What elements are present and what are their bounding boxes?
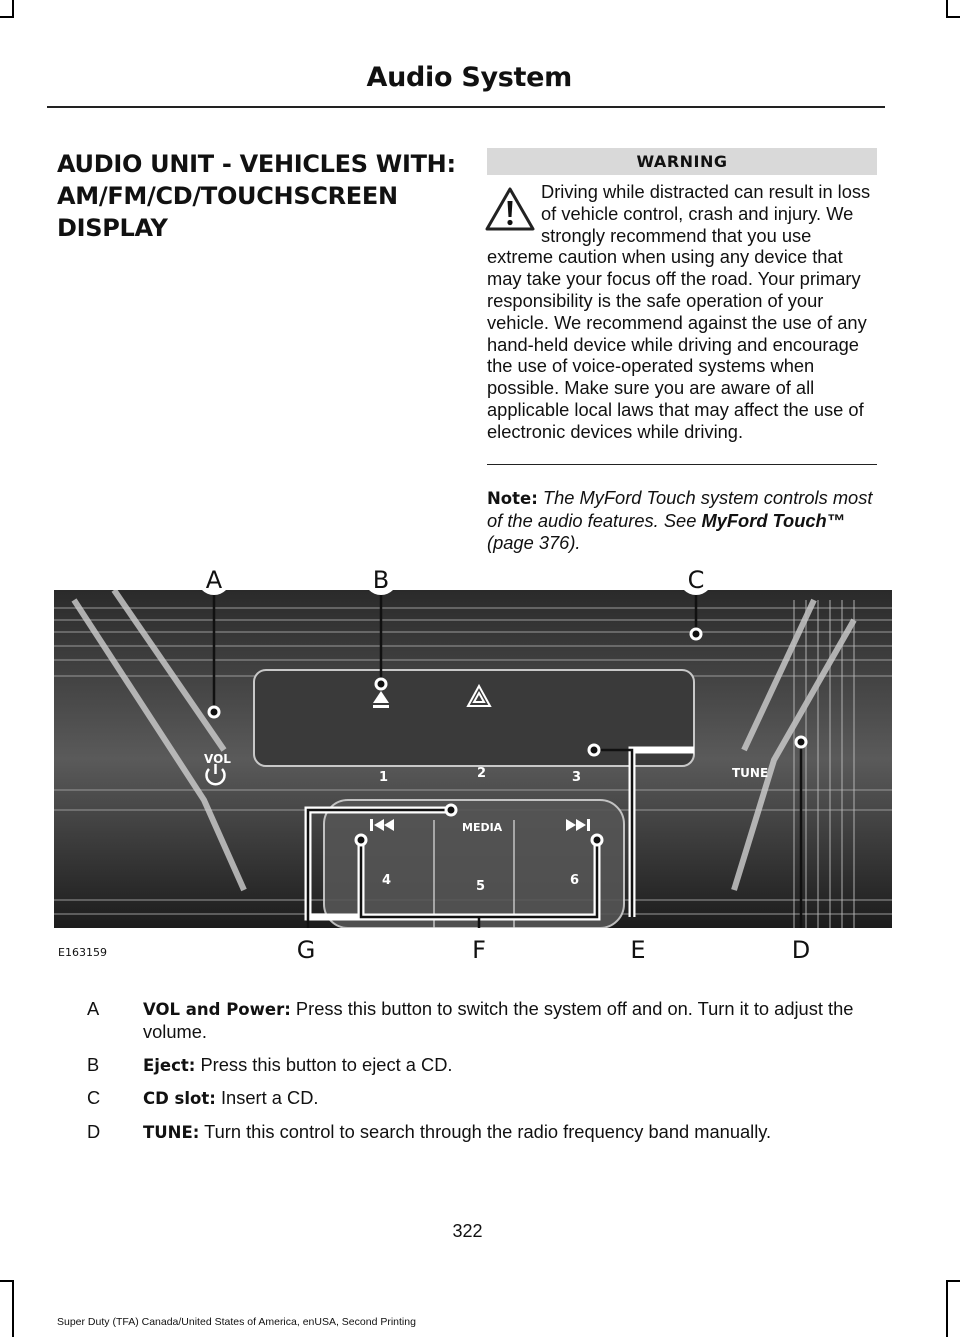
callout-c: C	[687, 566, 705, 594]
preset-4-label: 4	[382, 873, 392, 888]
crop-mark	[12, 1280, 14, 1337]
legend-text: Turn this control to search through the radio frequency band manually.	[204, 1121, 772, 1143]
note-page-ref: (page 376).	[487, 531, 581, 553]
legend-list	[57, 998, 887, 1155]
warning-body: Driving while distracted can result in loss of vehicle control, crash and injury. We strongly recommend that you use extreme caution when using any device that may take your focus off the road. Your primary responsibility is the safe operation of your vehicle. We recommend against the use of any hand-held device while driving and encourage the use of voice-operated systems when possible. Make sure you are aware of all applicable local laws that may affect the use of electronic devices while driving.	[487, 181, 871, 442]
callout-e: E	[630, 936, 646, 964]
preset-6-label: 6	[570, 873, 580, 888]
legend-letter: D	[87, 1121, 101, 1143]
callout-b: B	[372, 566, 390, 594]
callout-a: A	[205, 566, 223, 594]
legend-text: Press this button to eject a CD.	[200, 1053, 453, 1075]
legend-letter: A	[87, 998, 100, 1019]
note-reference-link[interactable]: MyFord Touch™	[701, 509, 845, 531]
preset-2-label: 2	[477, 766, 487, 781]
callout-g: G	[296, 936, 316, 964]
preset-5-label: 5	[476, 879, 486, 894]
note-paragraph	[487, 487, 879, 553]
legend-term: TUNE:	[143, 1123, 200, 1143]
legend-letter: C	[87, 1087, 101, 1109]
tune-label: TUNE	[732, 766, 769, 780]
section-title: AUDIO UNIT - VEHICLES WITH: AM/FM/CD/TOUCHSCREEN DISPLAY	[57, 150, 456, 242]
crop-mark	[0, 1280, 14, 1282]
crop-mark	[0, 16, 14, 18]
preset-3-label: 3	[572, 770, 582, 785]
legend-term: Eject:	[143, 1055, 196, 1075]
page-number: 322	[452, 1221, 483, 1241]
legend-item	[57, 998, 887, 1043]
crop-mark	[946, 1280, 948, 1337]
legend-item	[57, 1054, 887, 1077]
note-label: Note:	[487, 489, 538, 508]
legend-item	[57, 1087, 887, 1110]
audio-unit-figure	[54, 560, 892, 970]
header-divider	[47, 106, 885, 108]
note-text: The MyFord Touch system controls most of the audio features. See	[487, 487, 873, 531]
legend-term: VOL and Power:	[143, 1000, 291, 1019]
page-header-title: Audio System	[366, 62, 572, 93]
footer-text: Super Duty (TFA) Canada/United States of America, enUSA, Second Printing	[57, 1316, 416, 1328]
callout-f: F	[472, 936, 486, 964]
media-label: MEDIA	[462, 821, 503, 834]
figure-code: E163159	[58, 946, 107, 959]
warning-divider	[487, 464, 877, 465]
legend-text: Insert a CD.	[220, 1087, 319, 1109]
callout-d: D	[791, 936, 811, 964]
legend-text: Press this button to switch the system off and on. Turn it to adjust the volume.	[143, 998, 854, 1042]
crop-mark	[946, 1280, 960, 1282]
legend-item	[57, 1121, 887, 1144]
warning-heading: WARNING	[487, 148, 877, 175]
crop-mark	[946, 16, 960, 18]
vol-label: VOL	[204, 752, 231, 766]
legend-letter: B	[87, 1053, 100, 1075]
legend-term: CD slot:	[143, 1089, 216, 1109]
preset-1-label: 1	[379, 770, 389, 785]
